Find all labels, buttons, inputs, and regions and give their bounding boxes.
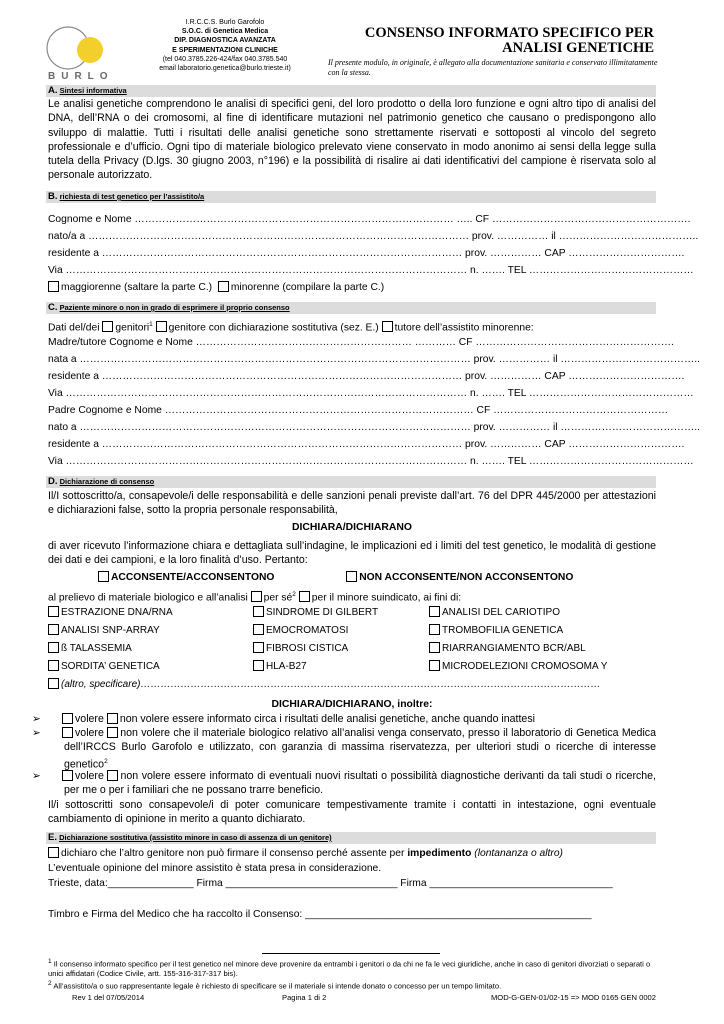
volere-checkbox[interactable]: [62, 713, 73, 724]
institute-line: DIP. DIAGNOSTICA AVANZATA: [174, 37, 276, 45]
acconsente-checkbox[interactable]: [98, 571, 109, 582]
minorenne-label: minorenne (compilare la parte C.): [230, 282, 385, 293]
analysis-option: [429, 624, 563, 638]
footnote-text: Il consenso informato specifico per il test genetico nel minore deve provenire da entrambi i genitori o da chi ne fa le veci giuridiche, anche in caso di genitori divorziati o separati o unici affidatari (Codice Civile, artt. 155-316-317-317 bis).: [48, 959, 651, 979]
non-volere-checkbox[interactable]: [107, 727, 118, 738]
institute-info: [130, 18, 320, 73]
per-minore-checkbox[interactable]: [299, 591, 310, 602]
title-line: CONSENSO INFORMATO SPECIFICO PER: [364, 25, 654, 41]
footnote-1: [48, 957, 656, 979]
footnote-marker: 1: [48, 958, 52, 965]
volere-label: volere: [75, 770, 104, 782]
section-title: Dichiarazione di consenso: [59, 477, 155, 486]
patient-street-field[interactable]: Via ……………………………………………………………………………………………………… n. ……. TEL …………………………………………: [48, 265, 694, 276]
section-number: C.: [48, 302, 58, 313]
patient-residence-field[interactable]: residente a …………………………………………………………………………………………… prov. …………… CAP …………………………….: [48, 248, 685, 259]
arrow-bullet-icon: ➢: [32, 727, 41, 739]
section-number: B.: [48, 191, 58, 202]
footnote-ref: 2: [292, 591, 296, 598]
maggiorenne-checkbox[interactable]: [48, 281, 59, 292]
non-acconsente-checkbox[interactable]: [346, 571, 357, 582]
preference-item: [32, 769, 656, 798]
father-birth-field[interactable]: nato a …………………………………………………………………………………………………… prov. …………… il …………………………………..: [48, 422, 700, 433]
maggiorenne-label: maggiorenne (saltare la parte C.): [61, 282, 213, 293]
analysis-checkbox[interactable]: [253, 660, 264, 671]
footnote-ref: 2: [104, 757, 108, 765]
analysis-label: SORDITA’ GENETICA: [61, 661, 160, 672]
altro-option: [48, 678, 600, 692]
section-title: Sintesi informativa: [59, 86, 127, 95]
analysis-label: FIBROSI CISTICA: [266, 643, 349, 654]
arrow-bullet-icon: ➢: [32, 770, 41, 782]
institute-line: email laboratorio.genetica@burlo.trieste.it): [159, 65, 291, 73]
genitore-sostitutiva-checkbox[interactable]: [156, 321, 167, 332]
institute-line: I.R.C.C.S. Burlo Garofolo: [185, 19, 265, 26]
preference-item: [32, 712, 656, 726]
section-b-header: [46, 191, 656, 203]
analysis-option: [429, 642, 586, 656]
section-number: A.: [48, 85, 58, 96]
analysis-label: HLA-B27: [266, 661, 307, 672]
preference-text: non volere essere informato di eventuali nuovi risultati o possibilità diagnostiche derivanti da tali studi o ricerche, per me o per i familiari che ne possano trarre beneficio.: [64, 770, 656, 797]
father-name-field[interactable]: Padre Cognome e Nome ……………………………………………………………………………… CF ……………………………………………: [48, 405, 669, 416]
per-se-label: per sé: [263, 592, 293, 604]
analysis-label: RIARRANGIAMENTO BCR/ABL: [442, 643, 586, 654]
per-se-checkbox[interactable]: [251, 591, 262, 602]
consent-options: [98, 571, 658, 585]
mother-street-field[interactable]: Via ……………………………………………………………………………………………………… n. ……. TEL …………………………………………: [48, 388, 694, 399]
institute-line: S.O.C. di Genetica Medica: [181, 28, 269, 36]
analysis-label: ANALISI SNP-ARRAY: [61, 625, 160, 636]
section-a-text: Le analisi genetiche comprendono le analisi di specifici geni, del loro prodotto o della loro funzione e ogni altro tipo di analisi del DNA, dell’RNA o dei cromosomi, al fine di identificare mutazioni nel patrimonio genetico che causano o predispongono allo sviluppo di malattie. Tutti i risultati delle analisi genetiche sono strettamente riservati e sottoposti al vincolo del segreto professionale e d’ufficio. Ogni tipo di materiale biologico prelevato viene conservato in modo anonimo ai sensi della legge sulla tutela della Privacy (D.lgs. 30 giugno 2003, n°196) e la possibilità di risalire ai dati identificativi del campione è riservata solo al personale autorizzato.: [48, 98, 656, 182]
per-minore-label: per il minore suindicato, ai fini di:: [311, 592, 462, 604]
declaration-intro: Il/I sottoscritto/a, consapevole/i delle responsabilità e delle sanzioni penali previste dall’art. 76 del DPR 445/2000 per attestazioni e dichiarazioni false, sotto la propria personale responsabilità,: [48, 490, 656, 517]
information-text: di aver ricevuto l’informazione chiara e dettagliata sull’indagine, le implicazioni ed i limiti del test genetico, le modalità di gestione dei dati e dei campioni, e la loro finalità d’uso. Pertanto:: [48, 540, 656, 567]
analysis-option: [48, 624, 160, 638]
footnote-separator: [262, 953, 440, 954]
father-street-field[interactable]: Via ……………………………………………………………………………………………………… n. ……. TEL …………………………………………: [48, 456, 694, 467]
document-title: [330, 26, 654, 56]
altro-field[interactable]: (altro, specificare)…………………………………………………………………………………………………………………………: [61, 679, 601, 690]
section-a-header: [46, 85, 656, 97]
patient-name-field[interactable]: Cognome e Nome ………………………………………………………………………………… ….. CF ………………………………………………….: [48, 214, 691, 225]
volere-label: volere: [75, 713, 104, 725]
analysis-option: [48, 606, 173, 620]
analysis-checkbox[interactable]: [48, 606, 59, 617]
footnote-text: All’assistito/a o suo rappresentante legale è richiesto di specificare se il materiale si intende donato o concesso per un tempo limitato.: [53, 981, 502, 991]
section-number: E.: [48, 832, 57, 843]
section-c-header: [46, 302, 656, 314]
mother-name-field[interactable]: Madre/tutore Cognome e Nome ……………………………………………………… ………… CF ………………………………………………….: [48, 337, 674, 348]
arrow-bullet-icon: ➢: [32, 713, 41, 725]
analysis-checkbox[interactable]: [48, 660, 59, 671]
section-e-header: [46, 832, 656, 844]
section-title: Dichiarazione sostitutiva (assistito minore in caso di assenza di un genitore): [59, 833, 332, 842]
altro-checkbox[interactable]: [48, 678, 59, 689]
dichiara-heading: DICHIARA/DICHIARANO: [291, 522, 413, 533]
analysis-option: [48, 642, 132, 656]
genitore-sostitutiva-label: genitore con dichiarazione sostitutiva (sez. E.): [168, 322, 379, 334]
analysis-option: [429, 660, 607, 674]
tutore-label: tutore dell’assistito minorenne:: [394, 322, 534, 334]
minor-opinion-text: L’eventuale opinione del minore assistito è stata presa in considerazione.: [48, 863, 382, 874]
tutore-checkbox[interactable]: [382, 321, 393, 332]
non-volere-checkbox[interactable]: [107, 770, 118, 781]
analysis-label: ß TALASSEMIA: [61, 643, 132, 654]
volere-label: volere: [75, 727, 104, 739]
analysis-label: MICRODELEZIONI CROMOSOMA Y: [442, 661, 608, 672]
footnote-ref: 1: [149, 321, 153, 328]
analysis-option: [253, 606, 378, 620]
impedimento-detail: (lontananza o altro): [474, 848, 563, 859]
page-number: Pagina 1 di 2: [282, 993, 327, 1002]
declaration-outro: Il/i sottoscritti sono consapevole/i di poter comunicare tempestivamente tramite i contatti in intestazione, ogni eventuale cambiamento di opinione in merito a quanto dichiarato.: [48, 799, 656, 826]
institute-line: (tel 040.3785.226-424/fax 040.3785.540: [162, 55, 288, 63]
analysis-label: TROMBOFILIA GENETICA: [442, 625, 564, 636]
non-acconsente-label: NON ACCONSENTE/NON ACCONSENTONO: [359, 572, 574, 583]
genitori-label: genitori: [115, 322, 150, 334]
analysis-checkbox[interactable]: [253, 624, 264, 635]
section-title: richiesta di test genetico per l’assistito/a: [59, 192, 205, 201]
analysis-checkbox[interactable]: [253, 606, 264, 617]
preference-text: non volere essere informato circa i risultati delle analisi genetiche, anche quando inattesi: [119, 713, 535, 725]
institute-line: E SPERIMENTAZIONI CLINICHE: [172, 46, 278, 54]
doctor-signature-line[interactable]: Timbro e Firma del Medico che ha raccolto il Consenso: __________________________________________________: [48, 909, 592, 920]
dichiara-inoltre-heading: DICHIARA/DICHIARANO, inoltre:: [271, 699, 433, 710]
footnote-marker: 2: [48, 980, 52, 987]
impedimento-label: impedimento: [407, 848, 472, 859]
analysis-option: [429, 606, 560, 620]
document-subtitle: Il presente modulo, in originale, è allegato alla documentazione sanitaria e conservato illimitatamente con la stessa.: [328, 58, 658, 77]
analysis-checkbox[interactable]: [48, 624, 59, 635]
logo-text: BURLO: [48, 71, 114, 82]
minorenne-checkbox[interactable]: [218, 281, 229, 292]
absent-parent-checkbox[interactable]: [48, 847, 59, 858]
analysis-checkbox[interactable]: [429, 660, 440, 671]
analysis-checkbox[interactable]: [429, 624, 440, 635]
age-options: [48, 281, 656, 295]
analysis-checkbox[interactable]: [253, 642, 264, 653]
form-code: MOD-G-GEN-01/02-15 => MOD 0165 GEN 0002: [490, 993, 656, 1002]
father-residence-field[interactable]: residente a …………………………………………………………………………………………… prov. …………… CAP …………………………….: [48, 439, 685, 450]
non-volere-checkbox[interactable]: [107, 713, 118, 724]
volere-checkbox[interactable]: [62, 770, 73, 781]
preference-text: non volere che il materiale biologico relativo all’analisi venga conservato, presso il laboratorio di Genetica Medica dell’IRCCS Burlo Garofolo e utilizzato, con garanzia di massima riservatezza, per ulteriori studi o ricerche di interesse genetico: [64, 727, 656, 771]
volere-checkbox[interactable]: [62, 727, 73, 738]
section-d-header: [46, 476, 656, 488]
patient-birth-field[interactable]: nato/a a ………………………………………………………………………………………………… prov. …………… il …………………………………..: [48, 231, 699, 242]
section-title: Paziente minore o non in grado di esprimere il proprio consenso: [59, 303, 290, 312]
footnote-2: [48, 979, 656, 991]
revision-info: Rev 1 del 07/05/2014: [72, 993, 145, 1002]
absent-parent-label: dichiaro che l’altro genitore non può firmare il consenso perché assente per: [61, 848, 405, 859]
analysis-label: SINDROME DI GILBERT: [266, 607, 379, 618]
analysis-checkbox[interactable]: [48, 642, 59, 653]
analysis-option: [253, 624, 348, 638]
analysis-checkbox[interactable]: [429, 642, 440, 653]
acconsente-label: ACCONSENTE/ACCONSENTONO: [111, 572, 275, 583]
analysis-label: ANALISI DEL CARIOTIPO: [442, 607, 560, 618]
prelievo-label: al prelievo di materiale biologico e all’analisi: [48, 592, 248, 604]
genitori-checkbox[interactable]: [102, 321, 113, 332]
analysis-label: EMOCROMATOSI: [266, 625, 349, 636]
preference-item: [32, 726, 656, 771]
guardian-type-options: [48, 318, 656, 335]
dati-label: Dati del/dei: [48, 322, 100, 334]
section-number: D.: [48, 476, 58, 487]
analysis-option: [48, 660, 160, 674]
analysis-option: [253, 642, 348, 656]
mother-residence-field[interactable]: residente a …………………………………………………………………………………………… prov. …………… CAP …………………………….: [48, 371, 685, 382]
analysis-checkbox[interactable]: [429, 606, 440, 617]
analysis-label: ESTRAZIONE DNA/RNA: [61, 607, 173, 618]
title-line: ANALISI GENETICHE: [502, 40, 654, 56]
prelievo-line: [48, 588, 656, 605]
date-signature-line[interactable]: Trieste, data:_______________ Firma ______________________________ Firma ________________________________: [48, 878, 613, 889]
mother-birth-field[interactable]: nata a …………………………………………………………………………………………………… prov. …………… il …………………………………..: [48, 354, 700, 365]
analysis-option: [253, 660, 307, 674]
absent-parent-line: [48, 847, 656, 861]
